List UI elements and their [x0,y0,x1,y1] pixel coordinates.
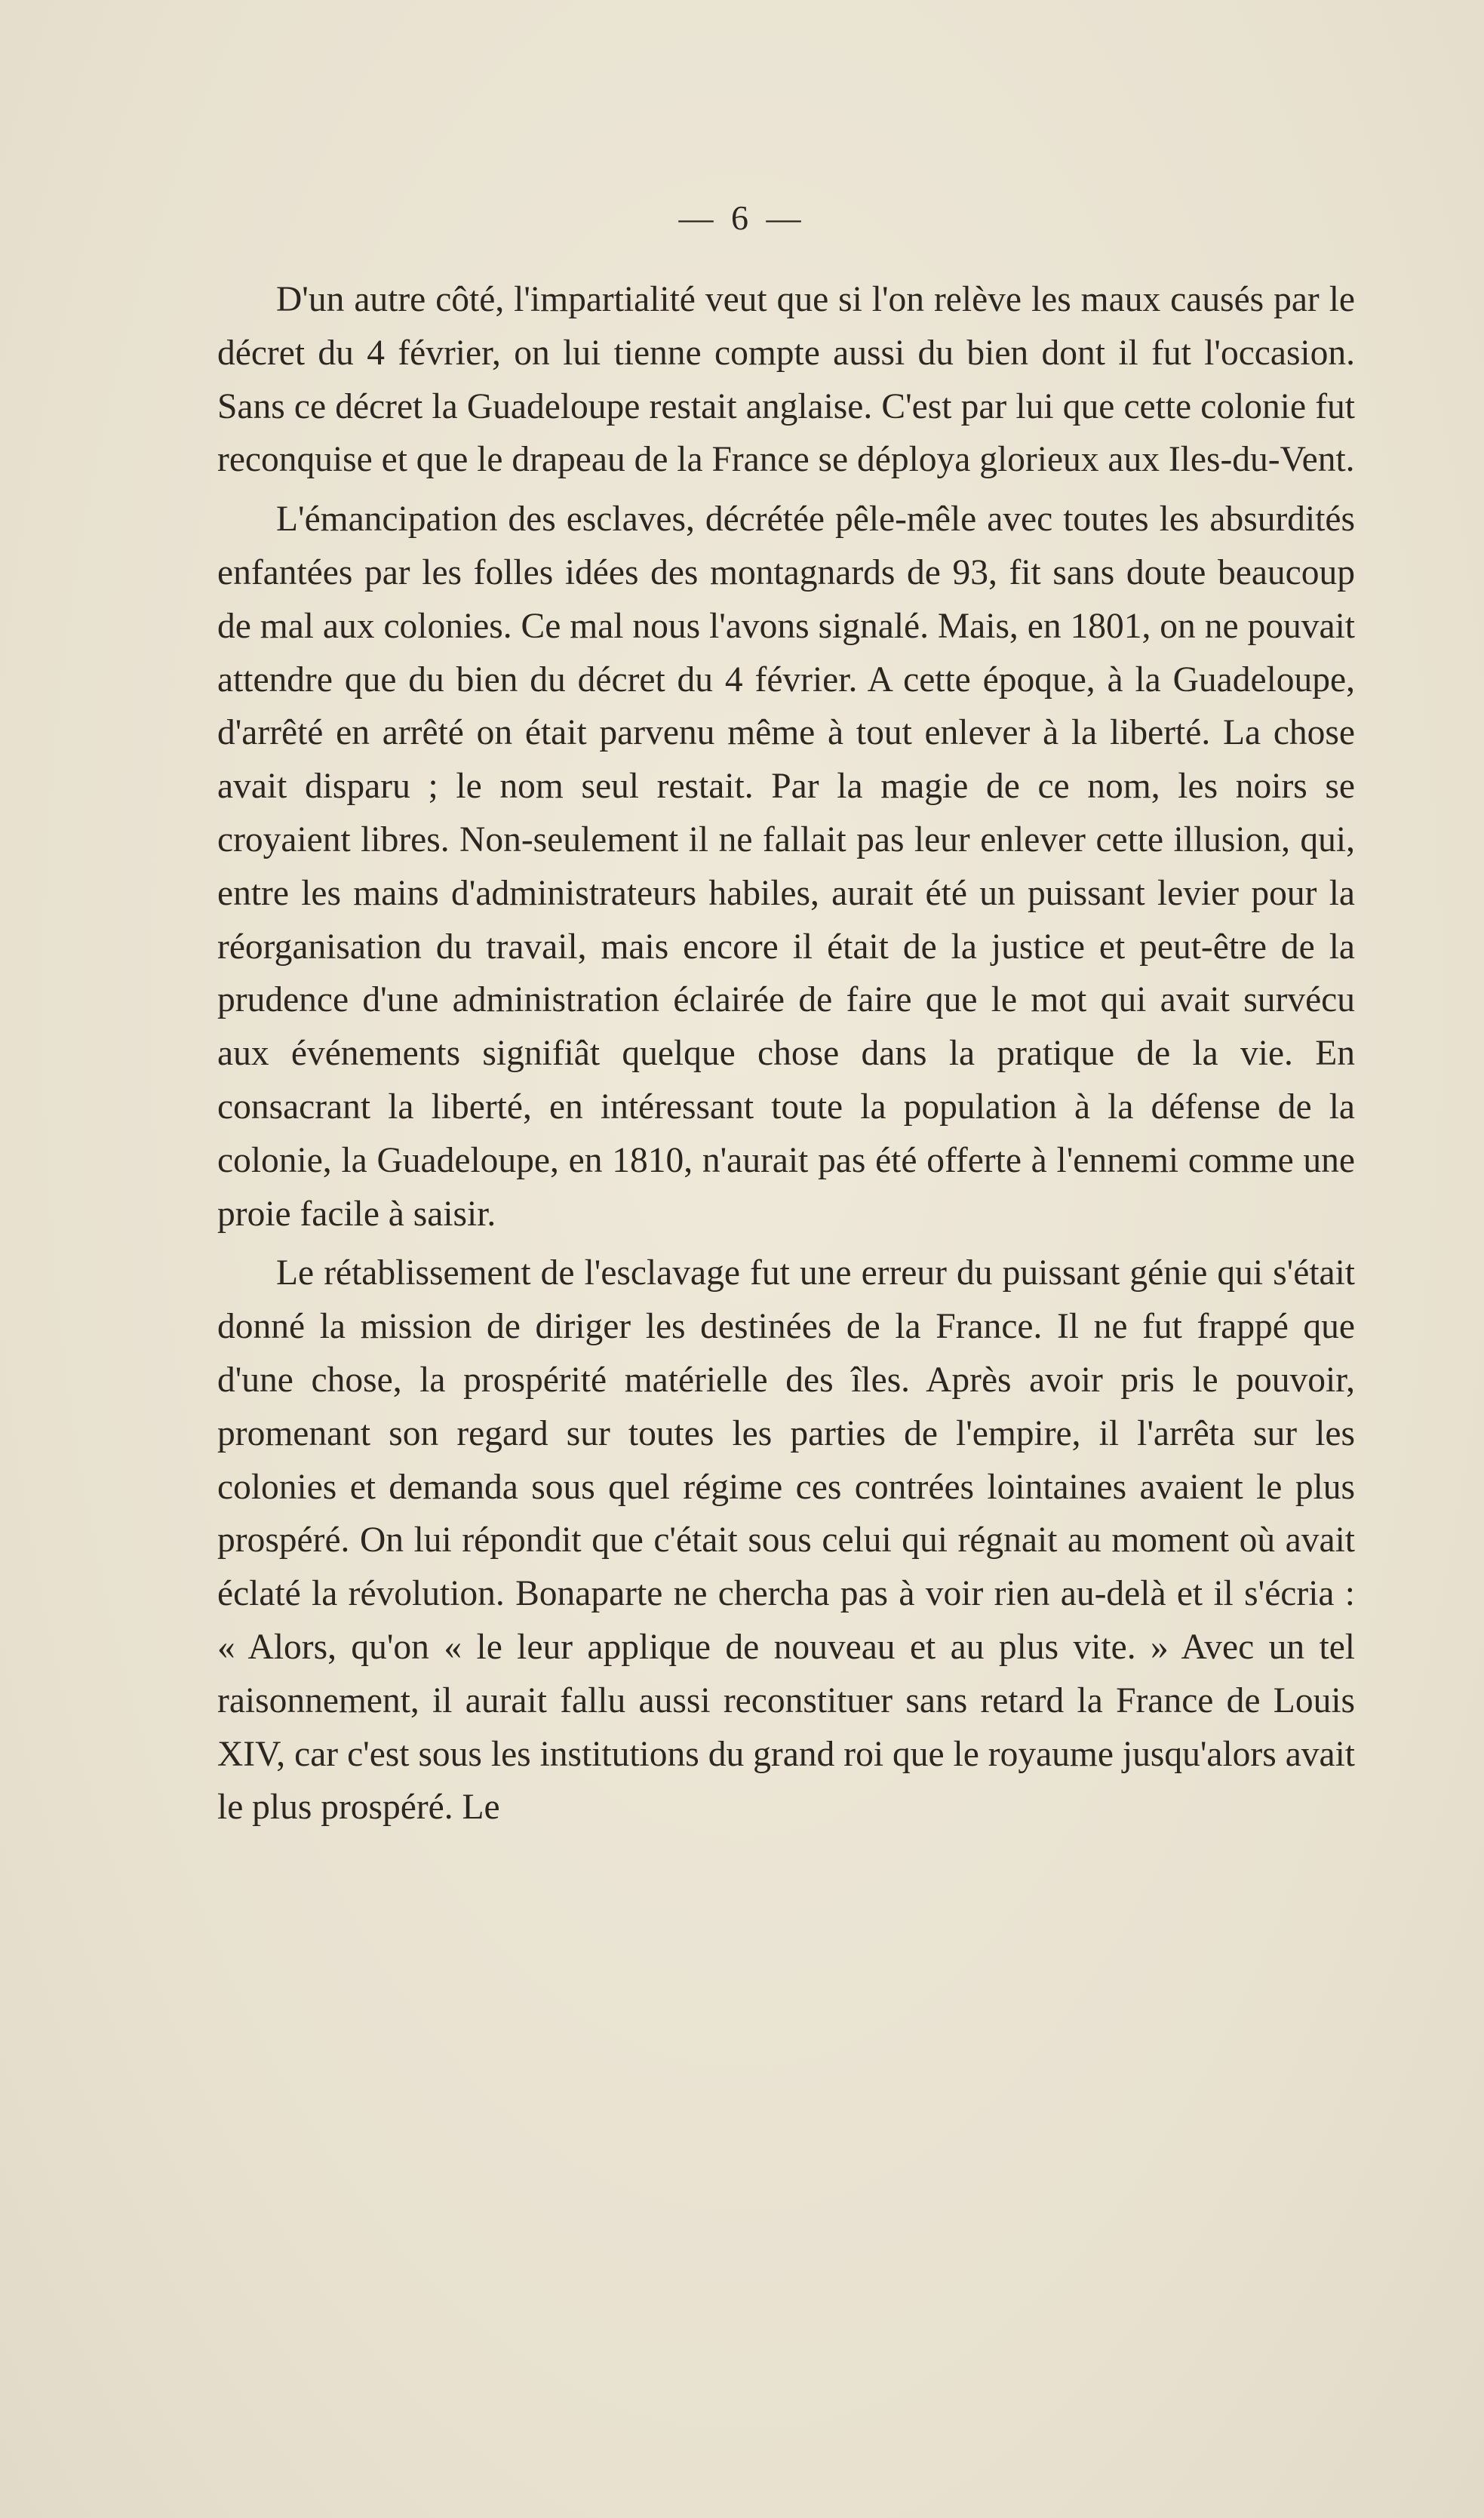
page-number: — 6 — [678,198,806,237]
paragraph-1: D'un autre côté, l'impartialité veut que si l'on relève les maux causés par le décret du 4 février, on lui tienne compte aussi du bien dont il fut l'occasion. Sans ce décret la Guadeloupe restait anglaise. C'est par lui que cette colonie fut reconquise et que le drapeau de la France se déploya glorieux aux Iles-du-Vent. [217,280,1355,480]
body-text [217,273,1355,1834]
paragraph-3: Le rétablissement de l'esclavage fut une erreur du puissant génie qui s'était donné la mission de diriger les destinées de la France. Il ne fut frappé que d'une chose, la prospérité matérielle des îles. Après avoir pris le pouvoir, promenant son regard sur toutes les parties de l'empire, il l'arrêta sur les colonies et demanda sous quel régime ces contrées lointaines avaient le plus prospéré. On lui répondit que c'était sous celui qui régnait au moment où avait éclaté la révolution. Bonaparte ne chercha pas à voir rien au-delà et il s'écria : « Alors, qu'on « le leur applique de nouveau et au plus vite. » Avec un tel raisonnement, il aurait fallu aussi reconstituer sans retard la France de Louis XIV, car c'est sous les institutions du grand roi que le royaume jusqu'alors avait le plus prospéré. Le [217,1253,1355,1828]
paragraph-2: L'émancipation des esclaves, décrétée pêle-mêle avec toutes les absurdités enfantées par les folles idées des montagnards de 93, fit sans doute beaucoup de mal aux colonies. Ce mal nous l'avons signalé. Mais, en 1801, on ne pouvait attendre que du bien du décret du 4 février. A cette époque, à la Guadeloupe, d'arrêté en arrêté on était parvenu même à tout enlever à la liberté. La chose avait disparu ; le nom seul restait. Par la magie de ce nom, les noirs se croyaient libres. Non-seulement il ne fallait pas leur enlever cette illusion, qui, entre les mains d'administrateurs habiles, aurait été un puissant levier pour la réorganisation du travail, mais encore il était de la justice et peut-être de la prudence d'une administration éclairée de faire que le mot qui avait survécu aux événements signifiât quelque chose dans la pratique de la vie. En consacrant la liberté, en intéressant toute la population à la défense de la colonie, la Guadeloupe, en 1810, n'aurait pas été offerte à l'ennemi comme une proie facile à saisir. [217,500,1355,1234]
